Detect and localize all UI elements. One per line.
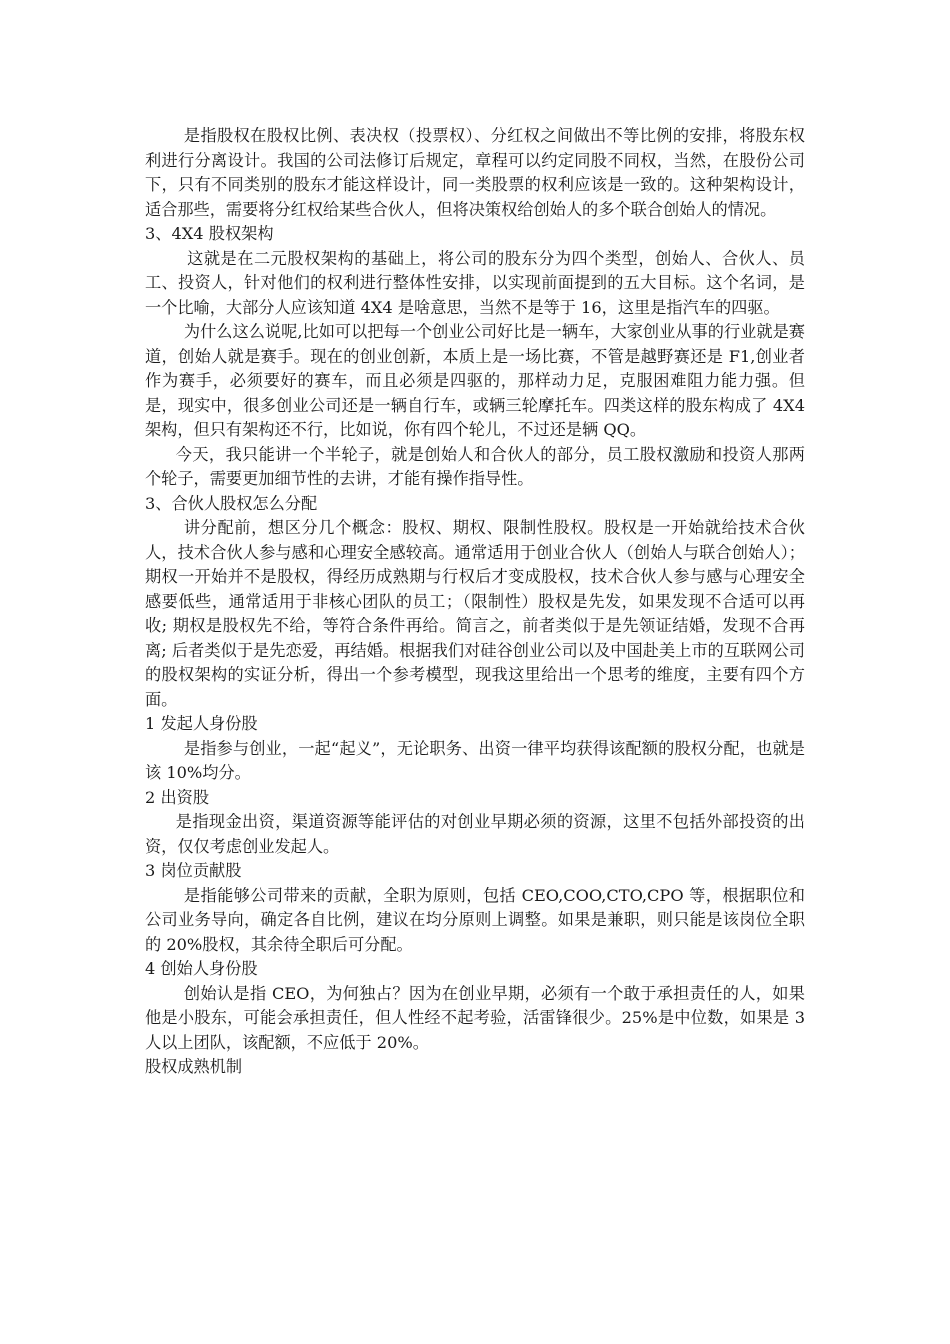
- heading-partner-equity: 3、合伙人股权怎么分配: [145, 493, 318, 513]
- heading-ceo-identity-share: 4 创始人身份股: [145, 959, 258, 978]
- heading-vesting-mechanism: 股权成熟机制: [145, 1057, 243, 1076]
- paragraph-ceo-identity-share: 创始认是指 CEO，为何独占？因为在创业早期，必须有一个敢于承担责任的人，如果他是小股东，可能会承担责任，但人性经不起考验，活雷锋很少。25%是中位数，如果是 3 人以上团队，该配额，不应低于 20%。: [145, 983, 805, 1052]
- paragraph-equity-concepts: 讲分配前，想区分几个概念：股权、期权、限制性股权。股权是一开始就给技术合伙人，技术合伙人参与感和心理安全感较高。通常适用于创业合伙人（创始人与联合创始人）；期权一开始并不是股权，得经历成熟期与行权后才变成股权，技术合伙人参与感与心理安全感要低些，通常适用于非核心团队的员工；（限制性）股权是先发，如果发现不合适可以再收; 期权是股权先不给，等符合条件再给。简言之，前者类似于是先领证结婚，发现不合再离; 后者类似于是先恋爱，再结婚。根据我们对硅谷创业公司以及中国赴美上市的互联网公司的股权架构的实证分析，得出一个参考模型，现我这里给出一个思考的维度，主要有四个方面。: [145, 518, 805, 709]
- heading-founder-identity-share: 1 发起人身份股: [145, 714, 258, 733]
- paragraph-today-scope: 今天，我只能讲一个半轮子，就是创始人和合伙人的部分，员工股权激励和投资人那两个轮子，需要更加细节性的去讲，才能有操作指导性。: [145, 444, 805, 488]
- paragraph-dual-class-definition: 是指股权在股权比例、表决权（投票权）、分红权之间做出不等比例的安排，将股东权利进行分离设计。我国的公司法修订后规定，章程可以约定同股不同权，当然，在股份公司下，只有不同类别的股东才能这样设计，同一类股票的权利应该是一致的。这种架构设计，适合那些，需要将分红权给某些合伙人，但将决策权给创始人的多个联合创始人的情况。: [145, 126, 805, 219]
- paragraph-capital-share: 是指现金出资，渠道资源等能评估的对创业早期必须的资源，这里不包括外部投资的出资，仅仅考虑创业发起人。: [145, 812, 805, 856]
- paragraph-role-contribution-share: 是指能够公司带来的贡献，全职为原则，包括 CEO,COO,CTO,CPO 等，根据职位和公司业务导向，确定各自比例，建议在均分原则上调整。如果是兼职，则只能是该岗位全职的 20%股权，其余待全职后可分配。: [145, 885, 805, 954]
- paragraph-car-metaphor: 为什么这么说呢,比如可以把每一个创业公司好比是一辆车，大家创业从事的行业就是赛道，创始人就是赛手。现在的创业创新，本质上是一场比赛，不管是越野赛还是 F1,创业者作为赛手，必须要好的赛车，而且必须是四驱的，那样动力足，克服困难阻力能力强。但是，现实中，很多创业公司还是一辆自行车，或辆三轮摩托车。四类这样的股东构成了 4X4 架构，但只有架构还不行，比如说，你有四个轮儿，不过还是辆 QQ。: [145, 322, 805, 439]
- paragraph-founder-identity-share: 是指参与创业，一起“起义”，无论职务、出资一律平均获得该配额的股权分配，也就是该 10%均分。: [145, 738, 805, 782]
- paragraph-4x4-explanation: 这就是在二元股权架构的基础上，将公司的股东分为四个类型，创始人、合伙人、员工、投资人，针对他们的权利进行整体性安排，以实现前面提到的五大目标。这个名词，是一个比喻，大部分人应该知道 4X4 是啥意思，当然不是等于 16，这里是指汽车的四驱。: [145, 248, 805, 317]
- heading-role-contribution-share: 3 岗位贡献股: [145, 861, 242, 880]
- heading-4x4-structure: 3、4X4 股权架构: [145, 224, 274, 243]
- heading-capital-share: 2 出资股: [145, 787, 210, 807]
- document-page: [145, 124, 805, 1080]
